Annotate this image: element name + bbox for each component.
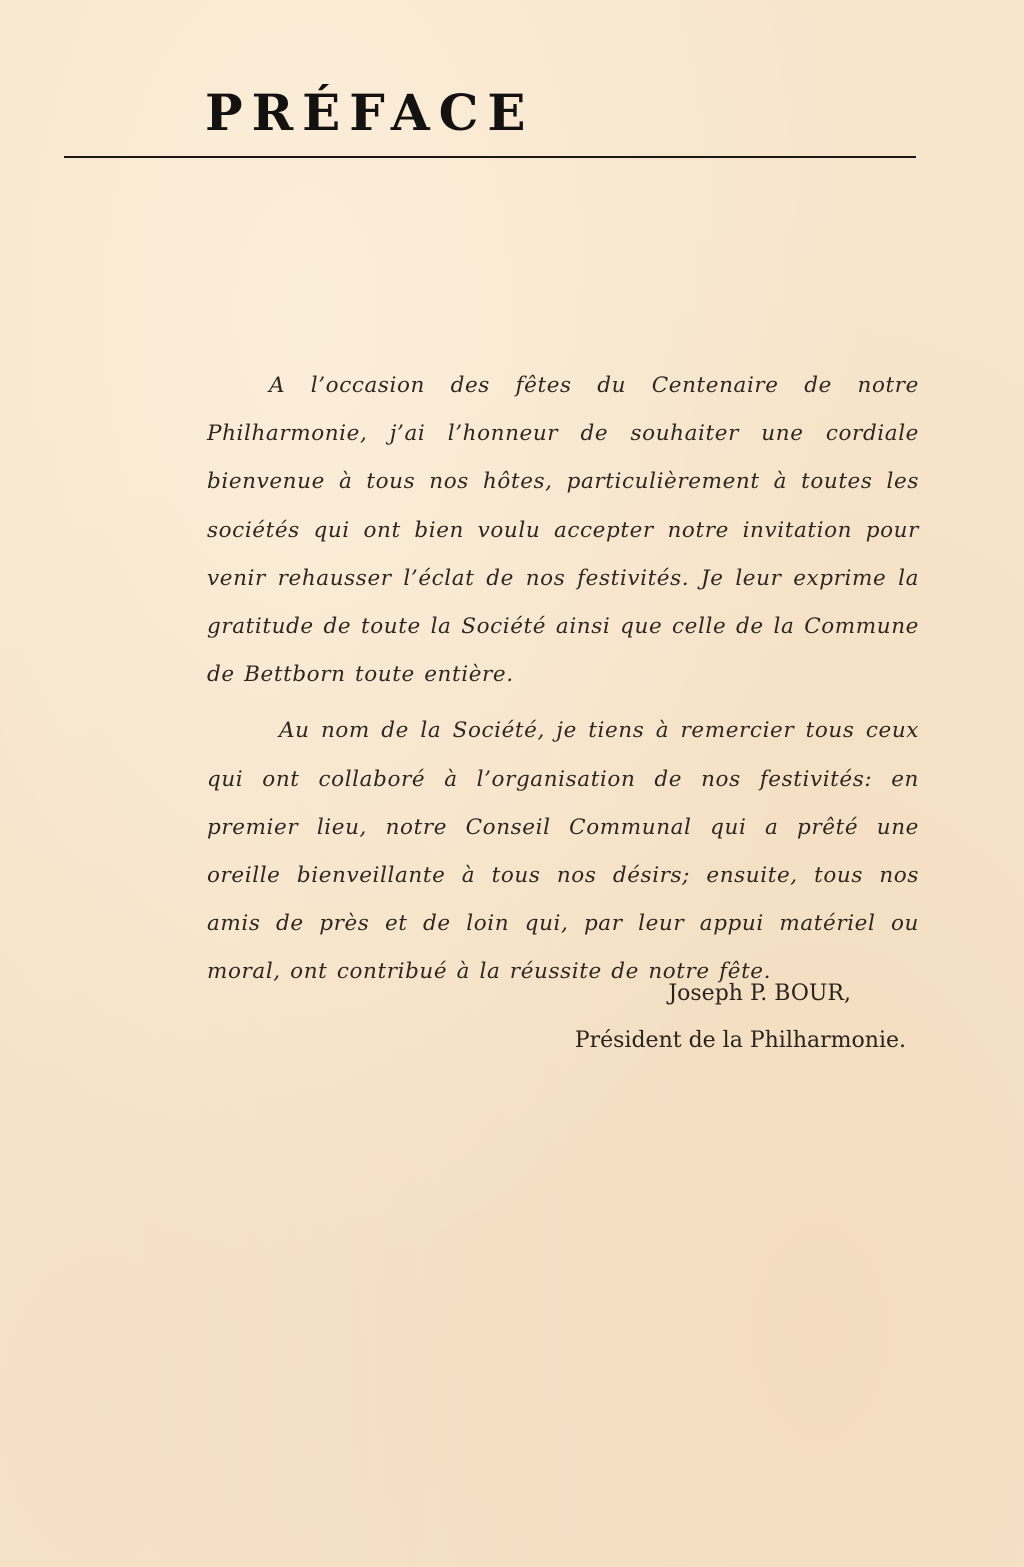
paragraph-welcome: A l’occasion des fêtes du Centenaire de notre Philharmonie, j’ai l’honneur de souhaiter une cordiale bienvenue à tous nos hôtes, particulièrement à toutes les sociétés qui ont bien voulu accepter notre invitation pour venir rehausser l’éclat de nos festivités. Je leur exprime la gratitude de toute la Société ainsi que celle de la Commune de Bettborn toute entière. xyxy=(207,373,919,688)
title-rule xyxy=(64,156,916,158)
signature-name: Joseph P. BOUR, xyxy=(668,981,851,1006)
signature-role: Président de la Philharmonie. xyxy=(574,1028,906,1053)
page-title: PRÉFACE xyxy=(205,83,535,142)
paragraph-thanks: Au nom de la Société, je tiens à remercier tous ceux qui ont collaboré à l’organisation de nos festivités: en premier lieu, notre Conseil Communal qui a prêté une oreille bienveillante à tous nos désirs; ensuite, tous nos amis de près et de loin qui, par leur appui matériel ou moral, ont contribué à la réussite de notre fête. xyxy=(207,718,919,985)
signature-block xyxy=(306,970,906,1064)
preface-body xyxy=(207,362,919,997)
